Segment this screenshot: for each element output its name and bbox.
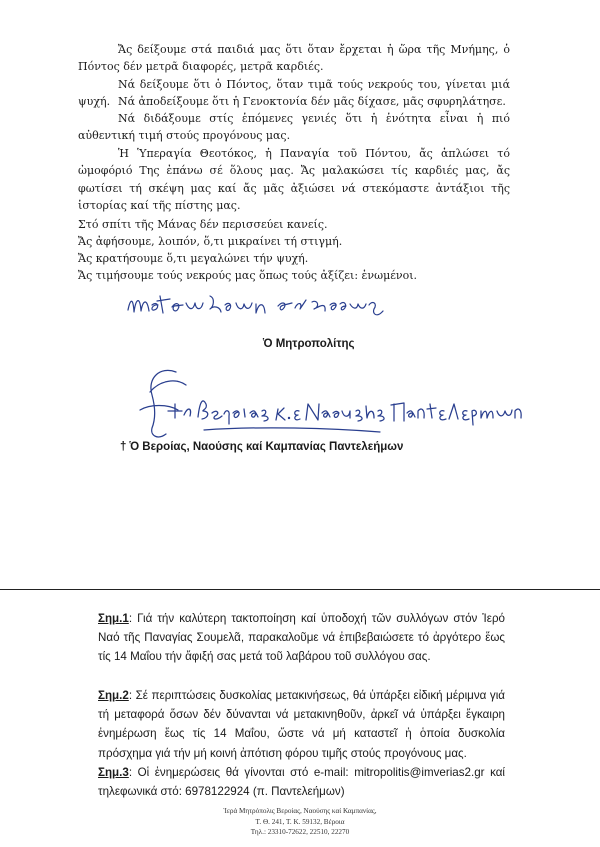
metropolitan-full-title: † Ὁ Βεροίας, Ναούσης καί Καμπανίας Παντελεήμων <box>120 441 404 453</box>
note-1 <box>98 609 505 667</box>
paragraph-genocide: Νά ἀποδείξουμε ὅτι ἡ Γενοκτονία δέν μᾶς δίχασε, μᾶς σφυρηλάτησε. <box>118 95 506 108</box>
letterhead-footer <box>0 806 600 838</box>
closing-line: Ἄς κρατήσουμε ὅ,τι μεγαλώνει τήν ψυχή. <box>78 252 309 265</box>
note-3 <box>98 763 505 801</box>
closing-line: Ἄς τιμήσουμε τούς νεκρούς μας ὅπως τούς ἀξίζει: ἑνωμένοι. <box>78 269 418 282</box>
note-label: Σημ.2 <box>98 689 129 702</box>
note-text: : Σέ περιπτώσεις δυσκολίας μετακινήσεως, θά ὑπάρξει εἰδική μέριμνα γιά τή μεταφορά ὅσων δέν δύνανται νά μετακινηθοῦν, ἀρκεῖ νά ὑπάρξει ἔγκαιρη ἐνημέρωση ἕως τίς 14 Μαΐου, ὥστε νά μή καταστεῖ ἡ ὁποία δυσκολία πρόσχημα γιά τήν μή κοινή ἀπότιση φόρου τιμῆς στούς προγόνους μας. <box>98 689 505 760</box>
paragraph-unity: Νά διδάξουμε στίς ἑπόμενες γενιές ὅτι ἡ ἑνότητα εἶναι ἡ πιό αὐθεντική τιμή στούς προγόνους μας. <box>78 112 510 143</box>
paragraph-theotokos: Ἡ Ὑπεραγία Θεοτόκος, ἡ Παναγία τοῦ Πόντου, ἄς ἁπλώσει τό ὠμοφόριό Της ἐπάνω σέ ὅλους μας. Ἄς μαλακώσει τίς καρδιές μας, ἄς φωτίσει τή σκέψη μας καί ἄς μᾶς ἀξιώσει νά στεκόμαστε ἀντάξιοι τῆς ἱστορίας καί τῆς πίστης μας. <box>78 147 510 213</box>
metropolitan-role: Ὁ Μητροπολίτης <box>263 338 355 350</box>
note-label: Σημ.1 <box>98 612 129 625</box>
note-text: : Οἱ ἐνημερώσεις θά γίνονται στό e-mail: mitropolitis@imverias2.gr καί τηλεφωνικά στό: 6978122924 (π. Παντελεήμων) <box>98 766 505 799</box>
closing-line: Ἄς ἀφήσουμε, λοιπόν, ὅ,τι μικραίνει τή στιγμή. <box>78 235 343 248</box>
footer-postal: Τ. Θ. 241, Τ. Κ. 59132, Βέροια <box>255 817 345 826</box>
paragraph-memory: Ἄς δείξουμε στά παιδιά μας ὅτι ὅταν ἔρχεται ἡ ὥρα τῆς Μνήμης, ὁ Πόντος δέν μετρᾶ διαφορές, μετρᾶ καρδιές. <box>78 43 510 74</box>
note-2 <box>98 686 505 763</box>
closing-lines <box>78 216 510 284</box>
section-divider <box>0 589 600 590</box>
footer-phone: Τηλ.: 23310-72622, 22510, 22270 <box>250 828 350 837</box>
note-text: : Γιά τήν καλύτερη τακτοποίηση καί ὑποδοχή τῶν συλλόγων στόν Ἱερό Ναό τῆς Παναγίας Σουμελᾶ, παρακαλοῦμε νά ἐπιβεβαιώσετε τό ἀργότερο ἕως τίς 14 Μαΐου τήν ἄφιξή σας μετά τοῦ λαβάρου τοῦ συλλόγου σας. <box>98 612 505 664</box>
paragraph-pontos-soul: Νά δείξουμε ὅτι ὁ Πόντος, ὅταν τιμᾶ τούς νεκρούς του, γίνεται μιά ψυχή. <box>78 78 510 109</box>
closing-line: Στό σπίτι τῆς Μάνας δέν περισσεύει κανείς. <box>78 218 328 231</box>
footer-address: Ἱερά Μητρόπολις Βεροίας, Ναούσης καί Καμπανίας, <box>223 807 377 815</box>
note-label: Σημ.3 <box>98 766 129 779</box>
